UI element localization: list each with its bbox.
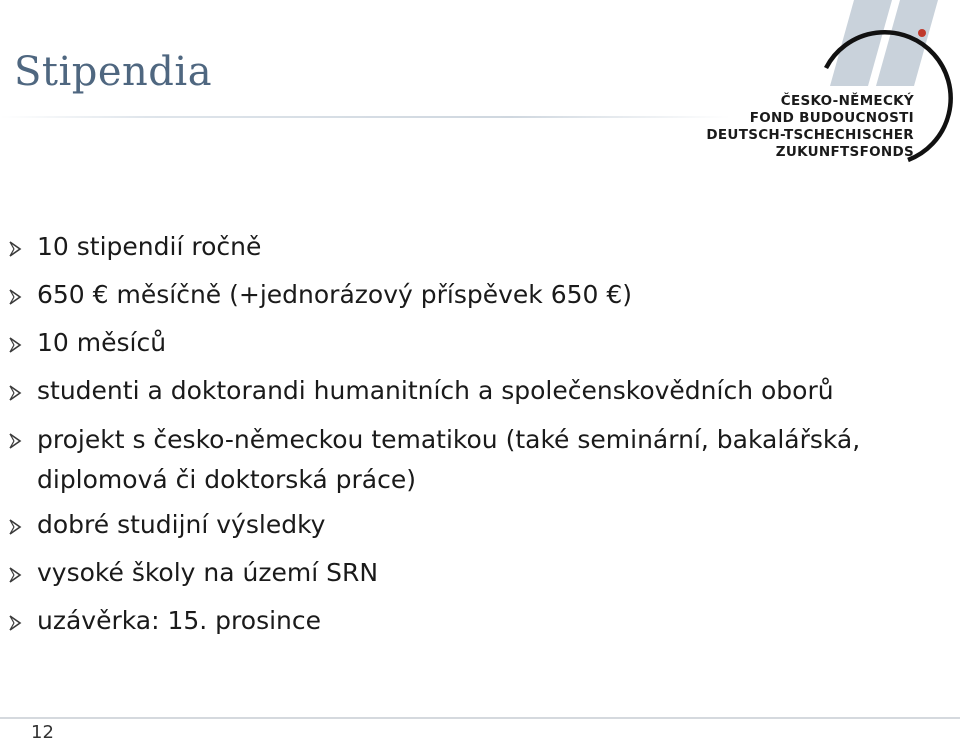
logo-line-1: ČESKO-NĚMECKÝ xyxy=(780,93,914,109)
chevron-right-icon xyxy=(7,615,23,631)
list-item-text: 10 měsíců xyxy=(37,328,167,357)
logo-line-2: FOND BUDOUCNOSTI xyxy=(749,110,914,126)
list-item xyxy=(0,420,940,506)
chevron-right-icon xyxy=(7,337,23,353)
logo-dot xyxy=(918,29,926,37)
footer-divider xyxy=(0,717,960,719)
slide-number: 12 xyxy=(31,722,54,743)
chevron-right-icon xyxy=(7,289,23,305)
slide-title: Stipendia xyxy=(14,49,213,95)
logo-line-3: DEUTSCH-TSCHECHISCHER xyxy=(706,127,914,143)
chevron-right-icon xyxy=(7,567,23,583)
chevron-right-icon xyxy=(7,519,23,535)
logo-text xyxy=(706,93,914,161)
chevron-right-icon xyxy=(7,241,23,257)
list-item-text: projekt s česko-německou tematikou (také seminární, bakalářská, diplomová či doktorská práce) xyxy=(37,425,861,494)
logo-line-4: ZUKUNFTSFONDS xyxy=(775,144,914,160)
list-item-text: uzávěrka: 15. prosince xyxy=(37,606,322,635)
fund-logo xyxy=(708,0,960,170)
list-item-text: 650 € měsíčně (+jednorázový příspěvek 650 €) xyxy=(37,280,633,309)
list-item-text: 10 stipendií ročně xyxy=(37,232,262,261)
list-item-text: vysoké školy na území SRN xyxy=(37,558,379,587)
list-item-text: dobré studijní výsledky xyxy=(37,510,326,539)
chevron-right-icon xyxy=(7,385,23,401)
chevron-right-icon xyxy=(7,433,23,449)
list-item-text: studenti a doktorandi humanitních a společenskovědních oborů xyxy=(37,376,834,405)
title-divider xyxy=(0,116,730,118)
